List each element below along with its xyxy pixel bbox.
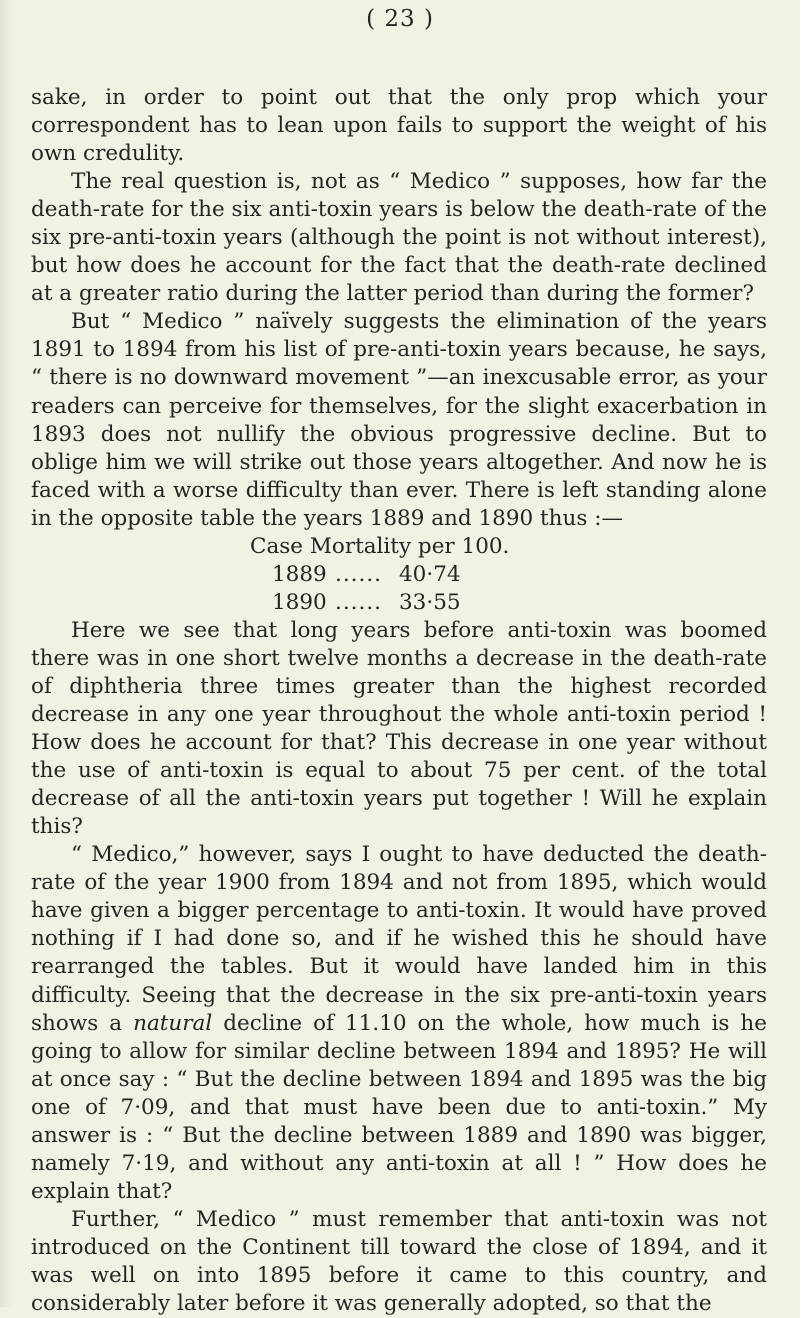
table-leader: ...... — [335, 589, 383, 615]
table-value: 40·74 — [399, 561, 461, 587]
table-row — [31, 589, 767, 617]
paragraph: Further, “ Medico ” must remember that anti-toxin was not introduced on the Continent till toward the close of 1894, and it was well on into 1895 before it came to this country, and considerably later before it was generally adopted, so that the — [31, 1206, 767, 1317]
paragraph: The real question is, not as “ Medico ” supposes, how far the death-rate for the six anti-toxin years is below the death-rate of the six pre-anti-toxin years (although the point is not without interest), but how does he account for the fact that the death-rate declined at a greater ratio during the latter period than during the former? — [31, 169, 767, 307]
table-year: 1889 — [272, 561, 327, 587]
table-row — [31, 561, 767, 589]
emphasis-natural: natural — [133, 1010, 213, 1036]
body-text — [31, 84, 767, 1318]
page-edge-shadow — [0, 0, 14, 1307]
mortality-table — [31, 533, 767, 617]
paragraph — [31, 841, 767, 1206]
paragraph: sake, in order to point out that the only prop which your correspondent has to lean upon fails to support the weight of his own credulity. — [31, 85, 767, 167]
paragraph-text: decline of 11.10 on the whole, how much is he going to allow for similar decline between 1894 and 1895? He will at once say : “ But the decline between 1894 and 1895 was the big one of 7·09, and that must have been due to anti-toxin.” My answer is : “ But the decline between 1889 and 1890 was bigger, namely 7·19, and without any anti-toxin at all ! ” How does he explain that? — [31, 1010, 767, 1204]
page-number: ( 23 ) — [366, 6, 434, 32]
table-leader: ...... — [335, 561, 383, 587]
paragraph: But “ Medico ” naïvely suggests the elimination of the years 1891 to 1894 from his list of pre-anti-toxin years because, he says, “ there is no downward movement ”—an inexcusable error, as your readers can perceive for themselves, for the slight exacerbation in 1893 does not nullify the obvious progressive decline. But to oblige him we will strike out those years altogether. And now he is faced with a worse difficulty than ever. There is left standing alone in the opposite table the years 1889 and 1890 thus :— — [31, 309, 767, 531]
paragraph: Here we see that long years before anti-toxin was boomed there was in one short twelve months a decrease in the death-rate of diphtheria three times greater than the highest recorded decrease in any one year throughout the whole anti-toxin period ! How does he account for that? This decrease in one year without the use of anti-toxin is equal to about 75 per cent. of the total decrease of all the anti-toxin years put together ! Will he explain this? — [31, 617, 767, 840]
paragraph-text: “ Medico,” however, says I ought to have deducted the death-rate of the year 1900 from 1894 and not from 1895, which would have given a bigger percentage to anti-toxin. It would have proved nothing if I had done so, and if he wished this he should have rearranged the tables. But it would have landed him in this difficulty. Seeing that the decrease in the six pre-anti-toxin years shows a — [31, 842, 767, 1036]
table-year: 1890 — [272, 589, 327, 615]
table-value: 33·55 — [399, 589, 461, 615]
table-caption: Case Mortality per 100. — [250, 533, 510, 559]
